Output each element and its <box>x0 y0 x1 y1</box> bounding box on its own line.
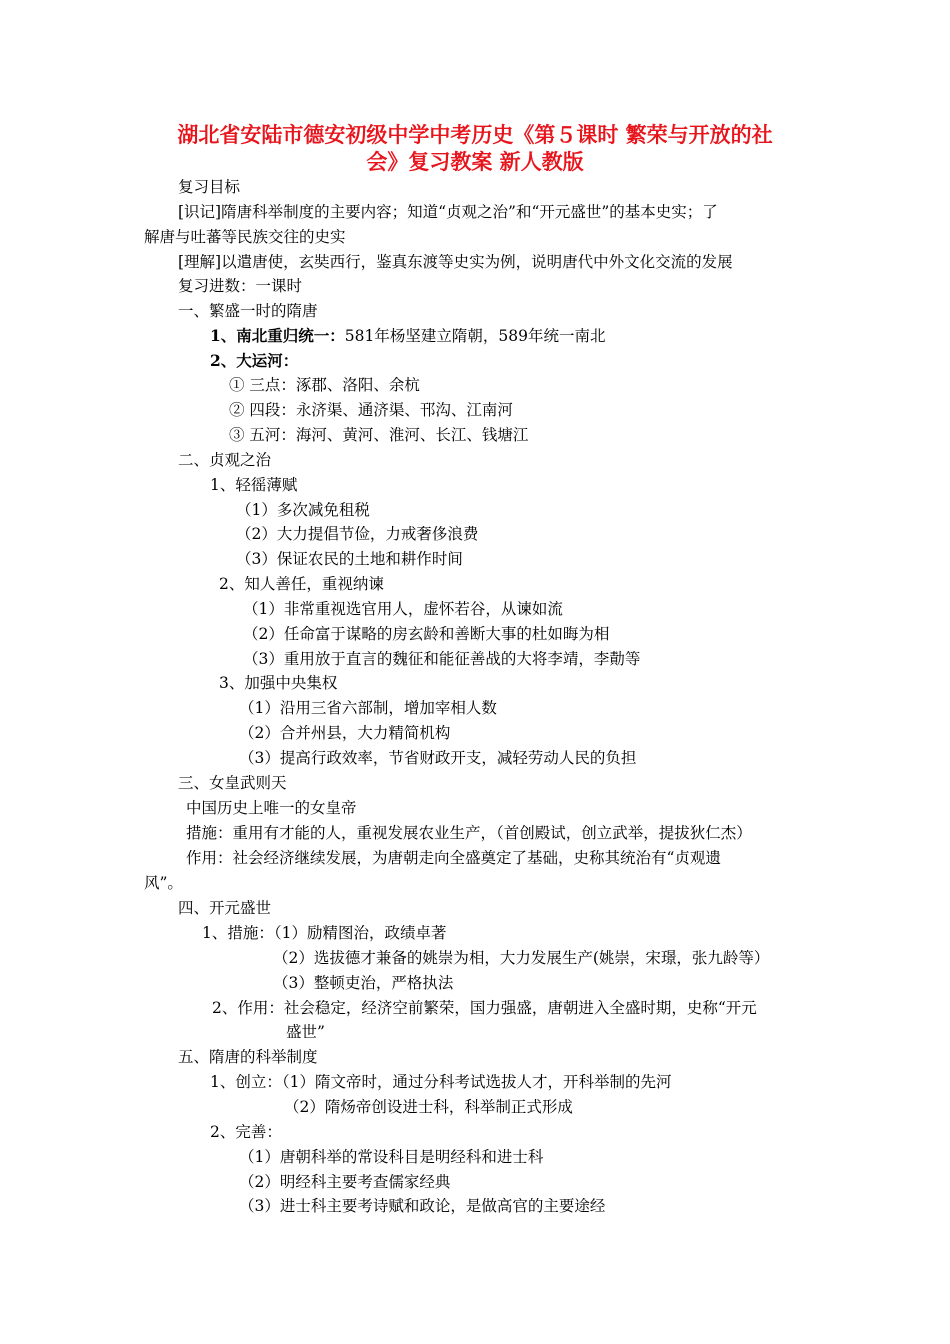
section-heading: 二、贞观之治 <box>178 451 272 469</box>
body-line: 2、作用：社会稳定，经济空前繁荣，国力强盛，唐朝进入全盛时期，史称“开元 <box>212 999 757 1017</box>
body-line: 3、加强中央集权 <box>219 674 338 692</box>
body-line: （1）唐朝科举的常设科目是明经科和进士科 <box>239 1148 544 1166</box>
body-line: （3）整顿吏治，严格执法 <box>273 974 454 992</box>
body-line: ② 四段：永济渠、通济渠、邗沟、江南河 <box>229 401 513 419</box>
body-line: 1、轻徭薄赋 <box>210 476 298 494</box>
body-line: 措施：重用有才能的人，重视发展农业生产，（首创殿试，创立武举，提拔狄仁杰） <box>186 824 752 842</box>
body-line: （3）提高行政效率，节省财政开支，减轻劳动人民的负担 <box>239 749 637 767</box>
body-line: ① 三点：涿郡、洛阳、余杭 <box>229 376 420 394</box>
body-line: 2、完善： <box>210 1123 282 1141</box>
section-heading: 五、隋唐的科举制度 <box>178 1048 318 1066</box>
item-text: 581年杨坚建立隋朝，589年统一南北 <box>344 327 606 345</box>
section-heading: 三、女皇武则天 <box>178 774 287 792</box>
body-line: 1、创立：（1）隋文帝时，通过分科考试选拔人才，开科举制的先河 <box>210 1073 672 1091</box>
body-line: （2）明经科主要考查儒家经典 <box>239 1173 451 1191</box>
body-line: （3）保证农民的土地和耕作时间 <box>236 550 463 568</box>
body-line: （2）合并州县，大力精简机构 <box>239 724 451 742</box>
body-line: （2）选拔德才兼备的姚崇为相，大力发展生产(姚崇，宋璟，张九龄等） <box>273 949 770 967</box>
document-title <box>140 122 810 176</box>
title-line-2: 会》复习教案 新人教版 <box>366 150 584 174</box>
body-line <box>210 326 605 346</box>
body-line: [识记]隋唐科举制度的主要内容；知道“贞观之治”和“开元盛世”的基本史实；了 <box>178 203 718 221</box>
body-line: 盛世” <box>286 1023 325 1041</box>
section-heading: 一、繁盛一时的隋唐 <box>178 302 318 320</box>
body-line: 1、措施：（1）励精图治，政绩卓著 <box>202 924 447 942</box>
body-line: ③ 五河：海河、黄河、淮河、长江、钱塘江 <box>229 426 529 444</box>
body-line <box>210 351 298 371</box>
body-line: （3）重用放于直言的魏征和能征善战的大将李靖，李勣等 <box>243 650 641 668</box>
body-line: 解唐与吐蕃等民族交往的史实 <box>144 228 346 246</box>
body-line: 复习目标 <box>178 178 241 196</box>
body-line: （2）大力提倡节俭，力戒奢侈浪费 <box>236 525 479 543</box>
body-line: （1）沿用三省六部制，增加宰相人数 <box>239 699 497 717</box>
body-line: （2）隋炀帝创设进士科，科举制正式形成 <box>284 1098 573 1116</box>
title-line-1: 湖北省安陆市德安初级中学中考历史《第５课时 繁荣与开放的社 <box>177 123 773 147</box>
body-line: 2、知人善任，重视纳谏 <box>219 575 384 593</box>
body-line: （1）非常重视选官用人，虚怀若谷，从谏如流 <box>243 600 563 618</box>
body-line: 中国历史上唯一的女皇帝 <box>186 799 357 817</box>
section-heading: 四、开元盛世 <box>178 899 272 917</box>
body-line: 风”。 <box>144 874 183 892</box>
item-label: 1、南北重归统一： <box>210 326 345 345</box>
body-line: （2）任命富于谋略的房玄龄和善断大事的杜如晦为相 <box>243 625 610 643</box>
item-label: 2、大运河： <box>210 351 299 370</box>
body-line: 复习进数：一课时 <box>178 277 303 295</box>
body-line: [理解]以遣唐使，玄奘西行，鉴真东渡等史实为例，说明唐代中外文化交流的发展 <box>178 253 733 271</box>
body-line: （1）多次减免租税 <box>236 501 370 519</box>
body-line: （3）进士科主要考诗赋和政论，是做高官的主要途经 <box>239 1197 606 1215</box>
body-line: 作用：社会经济继续发展，为唐朝走向全盛奠定了基础，史称其统治有“贞观遗 <box>186 849 721 867</box>
